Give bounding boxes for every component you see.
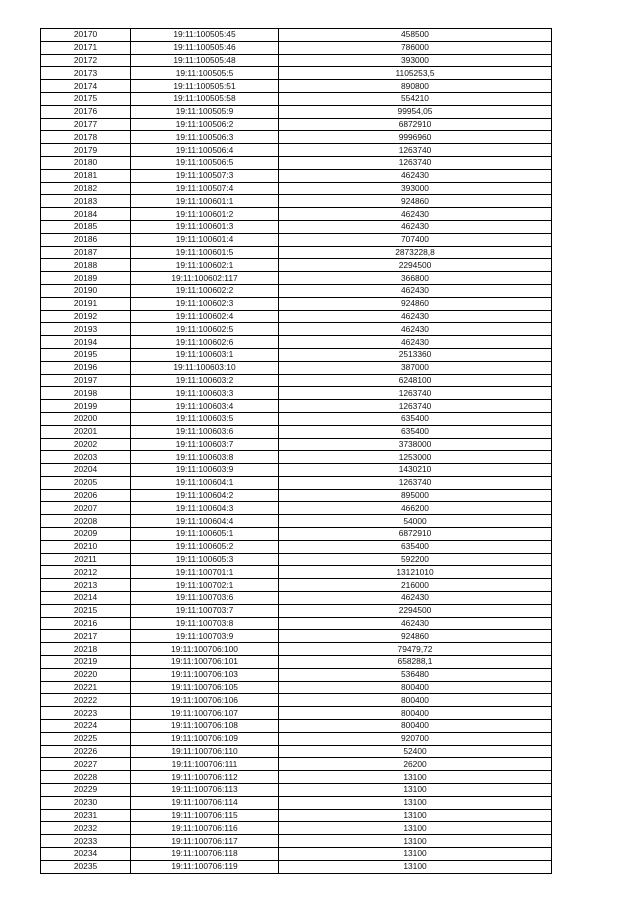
row-number-cell: 20230	[41, 796, 131, 809]
value-cell: 924860	[279, 297, 552, 310]
row-number-cell: 20176	[41, 105, 131, 118]
row-number-cell: 20225	[41, 732, 131, 745]
row-number-cell: 20177	[41, 118, 131, 131]
table-row	[41, 784, 552, 797]
value-cell: 800400	[279, 694, 552, 707]
value-cell: 13100	[279, 809, 552, 822]
cadastral-number-cell: 19:11:100602:2	[131, 284, 279, 297]
table-row	[41, 105, 552, 118]
table-row	[41, 528, 552, 541]
cadastral-number-cell: 19:11:100603:2	[131, 374, 279, 387]
table-row	[41, 796, 552, 809]
table-row	[41, 617, 552, 630]
row-number-cell: 20195	[41, 348, 131, 361]
table-row	[41, 707, 552, 720]
cadastral-number-cell: 19:11:100601:2	[131, 208, 279, 221]
row-number-cell: 20180	[41, 156, 131, 169]
table-row	[41, 336, 552, 349]
table-row	[41, 720, 552, 733]
value-cell: 13100	[279, 771, 552, 784]
table-row	[41, 29, 552, 42]
cadastral-number-cell: 19:11:100507:3	[131, 169, 279, 182]
cadastral-number-cell: 19:11:100505:58	[131, 92, 279, 105]
row-number-cell: 20222	[41, 694, 131, 707]
value-cell: 54000	[279, 515, 552, 528]
table-row	[41, 284, 552, 297]
value-cell: 216000	[279, 579, 552, 592]
row-number-cell: 20203	[41, 451, 131, 464]
row-number-cell: 20188	[41, 259, 131, 272]
cadastral-number-cell: 19:11:100602:4	[131, 310, 279, 323]
value-cell: 658288,1	[279, 656, 552, 669]
value-cell: 26200	[279, 758, 552, 771]
cadastral-number-cell: 19:11:100601:4	[131, 233, 279, 246]
row-number-cell: 20189	[41, 272, 131, 285]
value-cell: 2513360	[279, 348, 552, 361]
row-number-cell: 20213	[41, 579, 131, 592]
table-row	[41, 681, 552, 694]
table-row	[41, 566, 552, 579]
value-cell: 466200	[279, 502, 552, 515]
cadastral-number-cell: 19:11:100506:3	[131, 131, 279, 144]
cadastral-number-cell: 19:11:100706:115	[131, 809, 279, 822]
table-row	[41, 310, 552, 323]
row-number-cell: 20193	[41, 323, 131, 336]
table-row	[41, 553, 552, 566]
table-row	[41, 118, 552, 131]
cadastral-number-cell: 19:11:100603:7	[131, 438, 279, 451]
value-cell: 462430	[279, 284, 552, 297]
table-row	[41, 131, 552, 144]
cadastral-number-cell: 19:11:100706:106	[131, 694, 279, 707]
table-row	[41, 771, 552, 784]
cadastral-number-cell: 19:11:100706:103	[131, 668, 279, 681]
table-row	[41, 92, 552, 105]
value-cell: 462430	[279, 323, 552, 336]
row-number-cell: 20170	[41, 29, 131, 42]
value-cell: 6872910	[279, 528, 552, 541]
row-number-cell: 20206	[41, 489, 131, 502]
table-row	[41, 361, 552, 374]
table-row	[41, 156, 552, 169]
value-cell: 6872910	[279, 118, 552, 131]
row-number-cell: 20234	[41, 848, 131, 861]
value-cell: 462430	[279, 220, 552, 233]
table-row	[41, 67, 552, 80]
row-number-cell: 20183	[41, 195, 131, 208]
cadastral-number-cell: 19:11:100603:4	[131, 400, 279, 413]
table-row	[41, 694, 552, 707]
cadastral-number-cell: 19:11:100603:3	[131, 387, 279, 400]
table-row	[41, 220, 552, 233]
value-cell: 13100	[279, 835, 552, 848]
spreadsheet-page	[40, 28, 551, 874]
value-cell: 99954,05	[279, 105, 552, 118]
value-cell: 1263740	[279, 387, 552, 400]
table-row	[41, 668, 552, 681]
table-row	[41, 745, 552, 758]
cadastral-number-cell: 19:11:100604:3	[131, 502, 279, 515]
row-number-cell: 20201	[41, 425, 131, 438]
cadastral-number-cell: 19:11:100706:117	[131, 835, 279, 848]
cadastral-number-cell: 19:11:100701:1	[131, 566, 279, 579]
row-number-cell: 20218	[41, 643, 131, 656]
value-cell: 554210	[279, 92, 552, 105]
table-row	[41, 489, 552, 502]
row-number-cell: 20223	[41, 707, 131, 720]
value-cell: 6248100	[279, 374, 552, 387]
cadastral-number-cell: 19:11:100603:1	[131, 348, 279, 361]
cadastral-number-cell: 19:11:100602:6	[131, 336, 279, 349]
cadastral-number-cell: 19:11:100605:1	[131, 528, 279, 541]
cadastral-number-cell: 19:11:100604:2	[131, 489, 279, 502]
row-number-cell: 20186	[41, 233, 131, 246]
table-row	[41, 643, 552, 656]
cadastral-number-cell: 19:11:100706:111	[131, 758, 279, 771]
row-number-cell: 20192	[41, 310, 131, 323]
table-row	[41, 259, 552, 272]
row-number-cell: 20233	[41, 835, 131, 848]
row-number-cell: 20232	[41, 822, 131, 835]
cadastral-number-cell: 19:11:100706:108	[131, 720, 279, 733]
row-number-cell: 20220	[41, 668, 131, 681]
value-cell: 1263740	[279, 400, 552, 413]
value-cell: 13100	[279, 848, 552, 861]
row-number-cell: 20171	[41, 41, 131, 54]
value-cell: 536480	[279, 668, 552, 681]
row-number-cell: 20231	[41, 809, 131, 822]
value-cell: 635400	[279, 425, 552, 438]
cadastral-number-cell: 19:11:100603:10	[131, 361, 279, 374]
row-number-cell: 20197	[41, 374, 131, 387]
table-row	[41, 144, 552, 157]
value-cell: 462430	[279, 208, 552, 221]
row-number-cell: 20227	[41, 758, 131, 771]
value-cell: 9996960	[279, 131, 552, 144]
value-cell: 458500	[279, 29, 552, 42]
value-cell: 2294500	[279, 259, 552, 272]
cadastral-number-cell: 19:11:100507:4	[131, 182, 279, 195]
cadastral-number-cell: 19:11:100605:2	[131, 540, 279, 553]
table-row	[41, 822, 552, 835]
row-number-cell: 20214	[41, 592, 131, 605]
row-number-cell: 20185	[41, 220, 131, 233]
table-row	[41, 451, 552, 464]
value-cell: 800400	[279, 707, 552, 720]
row-number-cell: 20212	[41, 566, 131, 579]
value-cell: 462430	[279, 310, 552, 323]
table-row	[41, 374, 552, 387]
cadastral-number-cell: 19:11:100602:5	[131, 323, 279, 336]
row-number-cell: 20175	[41, 92, 131, 105]
row-number-cell: 20200	[41, 412, 131, 425]
row-number-cell: 20181	[41, 169, 131, 182]
cadastral-number-cell: 19:11:100603:8	[131, 451, 279, 464]
row-number-cell: 20178	[41, 131, 131, 144]
cadastral-number-cell: 19:11:100605:3	[131, 553, 279, 566]
table-row	[41, 848, 552, 861]
row-number-cell: 20196	[41, 361, 131, 374]
row-number-cell: 20182	[41, 182, 131, 195]
table-row	[41, 540, 552, 553]
value-cell: 3738000	[279, 438, 552, 451]
value-cell: 13100	[279, 796, 552, 809]
value-cell: 1263740	[279, 476, 552, 489]
row-number-cell: 20191	[41, 297, 131, 310]
row-number-cell: 20229	[41, 784, 131, 797]
value-cell: 79479,72	[279, 643, 552, 656]
cadastral-number-cell: 19:11:100506:5	[131, 156, 279, 169]
cadastral-number-cell: 19:11:100706:116	[131, 822, 279, 835]
table-row	[41, 464, 552, 477]
row-number-cell: 20215	[41, 604, 131, 617]
table-row	[41, 233, 552, 246]
cadastral-number-cell: 19:11:100706:107	[131, 707, 279, 720]
row-number-cell: 20204	[41, 464, 131, 477]
cadastral-number-cell: 19:11:100706:101	[131, 656, 279, 669]
table-row	[41, 579, 552, 592]
cadastral-number-cell: 19:11:100505:5	[131, 67, 279, 80]
row-number-cell: 20210	[41, 540, 131, 553]
cadastral-number-cell: 19:11:100601:1	[131, 195, 279, 208]
cadastral-number-cell: 19:11:100703:6	[131, 592, 279, 605]
cadastral-number-cell: 19:11:100603:9	[131, 464, 279, 477]
value-cell: 2294500	[279, 604, 552, 617]
cadastral-number-cell: 19:11:100505:45	[131, 29, 279, 42]
table-row	[41, 860, 552, 873]
cadastral-number-cell: 19:11:100703:7	[131, 604, 279, 617]
value-cell: 800400	[279, 720, 552, 733]
cadastral-number-cell: 19:11:100703:9	[131, 630, 279, 643]
table-row	[41, 592, 552, 605]
row-number-cell: 20184	[41, 208, 131, 221]
cadastral-number-cell: 19:11:100706:109	[131, 732, 279, 745]
value-cell: 2873228,8	[279, 246, 552, 259]
table-row	[41, 208, 552, 221]
cadastral-number-cell: 19:11:100706:113	[131, 784, 279, 797]
value-cell: 13100	[279, 784, 552, 797]
table-row	[41, 656, 552, 669]
table-row	[41, 195, 552, 208]
cadastral-number-cell: 19:11:100602:117	[131, 272, 279, 285]
cadastral-number-cell: 19:11:100506:4	[131, 144, 279, 157]
value-cell: 52400	[279, 745, 552, 758]
row-number-cell: 20235	[41, 860, 131, 873]
value-cell: 13100	[279, 822, 552, 835]
table-row	[41, 80, 552, 93]
table-row	[41, 438, 552, 451]
cadastral-number-cell: 19:11:100706:112	[131, 771, 279, 784]
value-cell: 890800	[279, 80, 552, 93]
row-number-cell: 20172	[41, 54, 131, 67]
value-cell: 1263740	[279, 156, 552, 169]
cadastral-number-cell: 19:11:100603:5	[131, 412, 279, 425]
cadastral-number-cell: 19:11:100505:46	[131, 41, 279, 54]
value-cell: 13100	[279, 860, 552, 873]
table-row	[41, 732, 552, 745]
value-cell: 707400	[279, 233, 552, 246]
cadastral-number-cell: 19:11:100505:9	[131, 105, 279, 118]
row-number-cell: 20202	[41, 438, 131, 451]
value-cell: 393000	[279, 182, 552, 195]
row-number-cell: 20173	[41, 67, 131, 80]
row-number-cell: 20190	[41, 284, 131, 297]
cadastral-number-cell: 19:11:100505:48	[131, 54, 279, 67]
value-cell: 462430	[279, 592, 552, 605]
cadastral-number-cell: 19:11:100706:114	[131, 796, 279, 809]
table-body	[41, 29, 552, 874]
value-cell: 800400	[279, 681, 552, 694]
cadastral-number-cell: 19:11:100706:100	[131, 643, 279, 656]
row-number-cell: 20199	[41, 400, 131, 413]
cadastral-number-cell: 19:11:100604:1	[131, 476, 279, 489]
value-cell: 462430	[279, 169, 552, 182]
cadastral-number-cell: 19:11:100702:1	[131, 579, 279, 592]
value-cell: 393000	[279, 54, 552, 67]
table-row	[41, 758, 552, 771]
value-cell: 1253000	[279, 451, 552, 464]
value-cell: 1263740	[279, 144, 552, 157]
table-row	[41, 182, 552, 195]
value-cell: 920700	[279, 732, 552, 745]
value-cell: 13121010	[279, 566, 552, 579]
row-number-cell: 20228	[41, 771, 131, 784]
table-row	[41, 297, 552, 310]
table-row	[41, 604, 552, 617]
cadastral-number-cell: 19:11:100506:2	[131, 118, 279, 131]
cadastral-number-cell: 19:11:100602:3	[131, 297, 279, 310]
value-cell: 592200	[279, 553, 552, 566]
value-cell: 1430210	[279, 464, 552, 477]
table-row	[41, 41, 552, 54]
cadastral-number-cell: 19:11:100706:119	[131, 860, 279, 873]
cadastral-number-cell: 19:11:100603:6	[131, 425, 279, 438]
cadastral-number-cell: 19:11:100505:51	[131, 80, 279, 93]
table-row	[41, 835, 552, 848]
row-number-cell: 20224	[41, 720, 131, 733]
table-row	[41, 387, 552, 400]
table-row	[41, 412, 552, 425]
table-row	[41, 515, 552, 528]
value-cell: 895000	[279, 489, 552, 502]
value-cell: 462430	[279, 617, 552, 630]
cadastral-number-cell: 19:11:100602:1	[131, 259, 279, 272]
table-row	[41, 425, 552, 438]
row-number-cell: 20187	[41, 246, 131, 259]
value-cell: 387000	[279, 361, 552, 374]
row-number-cell: 20205	[41, 476, 131, 489]
row-number-cell: 20217	[41, 630, 131, 643]
value-cell: 924860	[279, 630, 552, 643]
cadastral-number-cell: 19:11:100706:118	[131, 848, 279, 861]
row-number-cell: 20219	[41, 656, 131, 669]
value-cell: 462430	[279, 336, 552, 349]
table-row	[41, 502, 552, 515]
cadastral-number-cell: 19:11:100601:5	[131, 246, 279, 259]
table-row	[41, 348, 552, 361]
value-cell: 786000	[279, 41, 552, 54]
value-cell: 635400	[279, 412, 552, 425]
row-number-cell: 20194	[41, 336, 131, 349]
table-row	[41, 400, 552, 413]
table-row	[41, 246, 552, 259]
cadastral-number-cell: 19:11:100703:8	[131, 617, 279, 630]
data-table	[40, 28, 552, 874]
row-number-cell: 20221	[41, 681, 131, 694]
row-number-cell: 20174	[41, 80, 131, 93]
row-number-cell: 20198	[41, 387, 131, 400]
value-cell: 924860	[279, 195, 552, 208]
row-number-cell: 20226	[41, 745, 131, 758]
row-number-cell: 20207	[41, 502, 131, 515]
cadastral-number-cell: 19:11:100601:3	[131, 220, 279, 233]
row-number-cell: 20209	[41, 528, 131, 541]
row-number-cell: 20208	[41, 515, 131, 528]
cadastral-number-cell: 19:11:100706:110	[131, 745, 279, 758]
value-cell: 635400	[279, 540, 552, 553]
row-number-cell: 20211	[41, 553, 131, 566]
table-row	[41, 476, 552, 489]
value-cell: 1105253,5	[279, 67, 552, 80]
cadastral-number-cell: 19:11:100706:105	[131, 681, 279, 694]
table-row	[41, 272, 552, 285]
table-row	[41, 809, 552, 822]
table-row	[41, 169, 552, 182]
table-row	[41, 630, 552, 643]
value-cell: 366800	[279, 272, 552, 285]
row-number-cell: 20179	[41, 144, 131, 157]
table-row	[41, 54, 552, 67]
table-row	[41, 323, 552, 336]
row-number-cell: 20216	[41, 617, 131, 630]
cadastral-number-cell: 19:11:100604:4	[131, 515, 279, 528]
